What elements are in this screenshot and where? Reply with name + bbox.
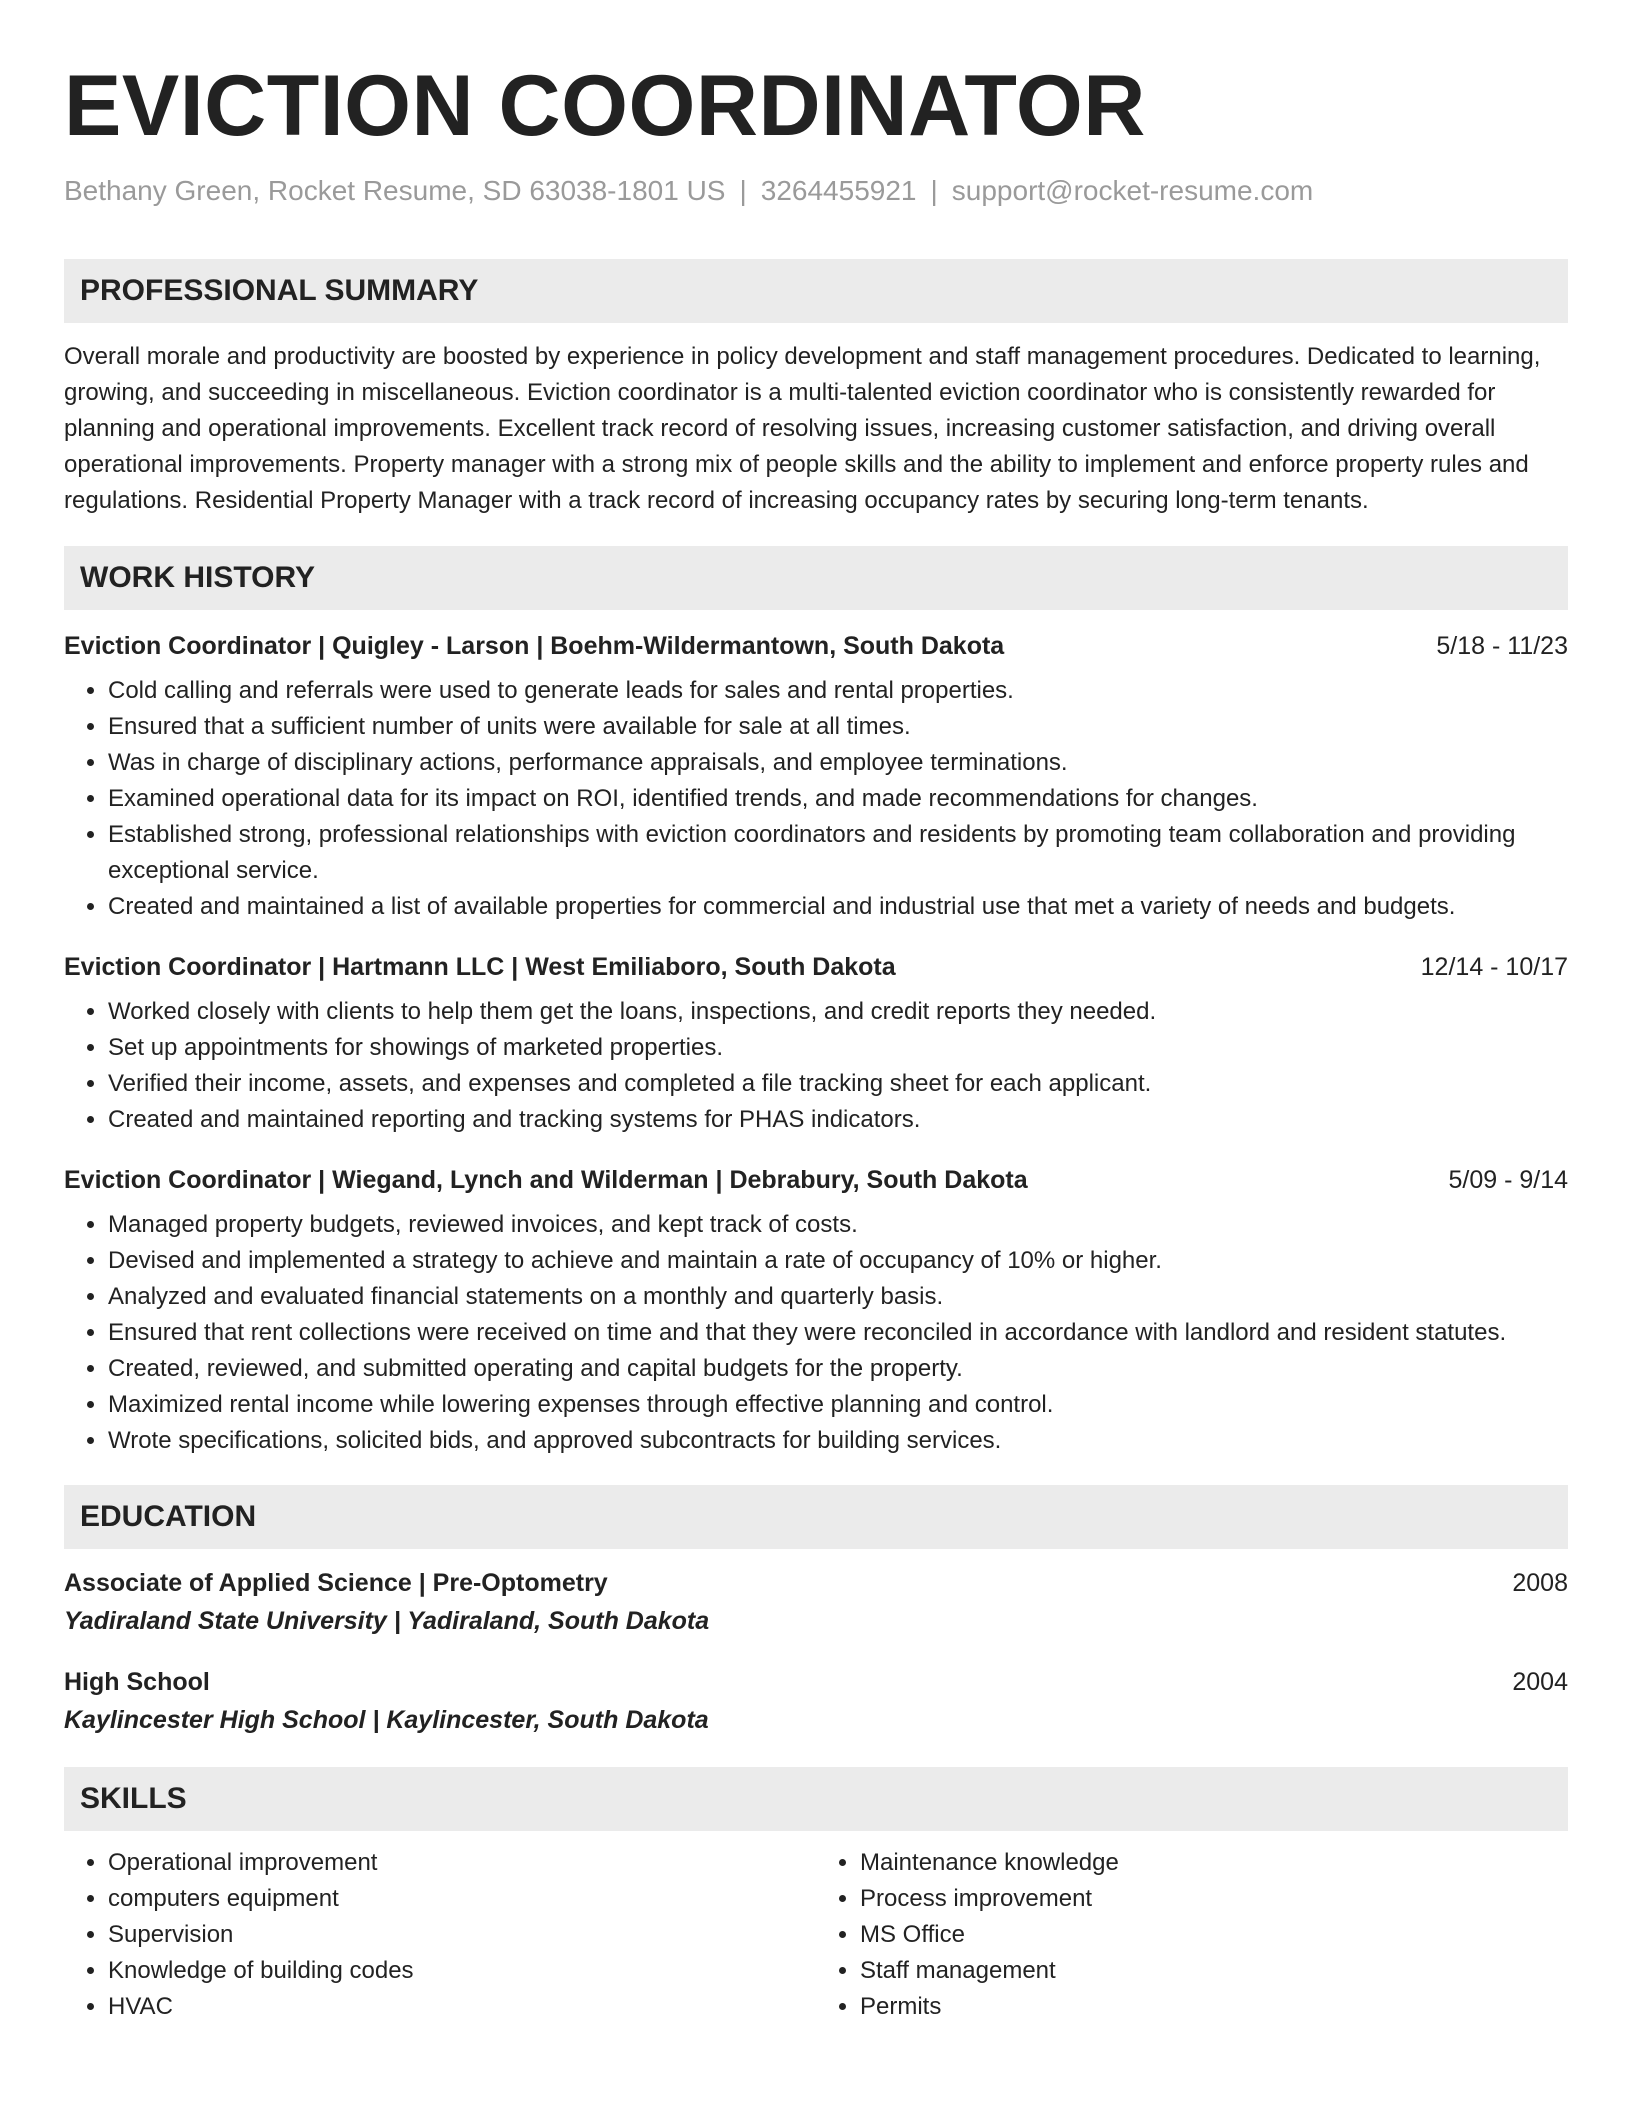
list-item: • Created and maintained a list of available properties for commercial and industrial use that met a variety of needs and budgets. bbox=[108, 889, 1568, 925]
list-item: • Process improvement bbox=[860, 1881, 1568, 1917]
job-entry bbox=[64, 632, 1568, 925]
contact-address: Bethany Green, Rocket Resume, SD 63038-1801 US bbox=[64, 175, 726, 206]
list-item: • Permits bbox=[860, 1989, 1568, 2025]
list-item: • HVAC bbox=[108, 1989, 816, 2025]
list-item: • Ensured that a sufficient number of units were available for sale at all times. bbox=[108, 709, 1568, 745]
page-title: EVICTION COORDINATOR bbox=[64, 58, 1146, 154]
job-bullets bbox=[64, 673, 1568, 925]
list-item: • Knowledge of building codes bbox=[108, 1953, 816, 1989]
list-item: • Set up appointments for showings of marketed properties. bbox=[108, 1030, 1568, 1066]
school-name: Yadiraland State University | Yadiraland, South Dakota bbox=[64, 1607, 710, 1635]
list-item: • Managed property budgets, reviewed invoices, and kept track of costs. bbox=[108, 1207, 1568, 1243]
contact-email: support@rocket-resume.com bbox=[951, 175, 1314, 206]
list-item: • Worked closely with clients to help them get the loans, inspections, and credit reports they needed. bbox=[108, 994, 1568, 1030]
skills-list bbox=[64, 1845, 1568, 2025]
education-entry bbox=[64, 1668, 1568, 1737]
job-title: Eviction Coordinator | Hartmann LLC | West Emiliaboro, South Dakota bbox=[64, 953, 896, 981]
list-item: • Maximized rental income while lowering expenses through effective planning and control. bbox=[108, 1387, 1568, 1423]
summary-heading: PROFESSIONAL SUMMARY bbox=[64, 259, 1568, 323]
list-item: • Created and maintained reporting and tracking systems for PHAS indicators. bbox=[108, 1102, 1568, 1138]
skills-column-right bbox=[816, 1845, 1568, 2025]
list-item: • Ensured that rent collections were received on time and that they were reconciled in accordance with landlord and resident statutes. bbox=[108, 1315, 1568, 1351]
list-item: • Analyzed and evaluated financial statements on a monthly and quarterly basis. bbox=[108, 1279, 1568, 1315]
job-title: Eviction Coordinator | Wiegand, Lynch and Wilderman | Debrabury, South Dakota bbox=[64, 1166, 1028, 1194]
contact-separator: | bbox=[930, 175, 938, 206]
job-title: Eviction Coordinator | Quigley - Larson | Boehm-Wildermantown, South Dakota bbox=[64, 632, 1005, 660]
job-entry bbox=[64, 1166, 1568, 1459]
job-bullets bbox=[64, 994, 1568, 1138]
list-item: • Verified their income, assets, and expenses and completed a file tracking sheet for each applicant. bbox=[108, 1066, 1568, 1102]
job-dates: 12/14 - 10/17 bbox=[1420, 953, 1568, 981]
graduation-year: 2004 bbox=[1512, 1668, 1568, 1696]
contact-line bbox=[64, 174, 1568, 208]
list-item: • Staff management bbox=[860, 1953, 1568, 1989]
list-item: • Established strong, professional relationships with eviction coordinators and residents by promoting team collaboration and providing exceptional service. bbox=[108, 817, 1568, 889]
list-item: • Examined operational data for its impact on ROI, identified trends, and made recommendations for changes. bbox=[108, 781, 1568, 817]
list-item: • Operational improvement bbox=[108, 1845, 816, 1881]
work-history-heading: WORK HISTORY bbox=[64, 546, 1568, 610]
contact-phone: 3264455921 bbox=[760, 175, 917, 206]
list-item: • Maintenance knowledge bbox=[860, 1845, 1568, 1881]
job-bullets bbox=[64, 1207, 1568, 1459]
list-item: • Created, reviewed, and submitted operating and capital budgets for the property. bbox=[108, 1351, 1568, 1387]
graduation-year: 2008 bbox=[1512, 1569, 1568, 1597]
list-item: • computers equipment bbox=[108, 1881, 816, 1917]
degree: High School bbox=[64, 1668, 210, 1696]
summary-text: Overall morale and productivity are boosted by experience in policy development and staff management procedures. Dedicated to learning, growing, and succeeding in miscellaneous. Eviction coordinator is a multi-talented eviction coordinator who is consistently rewarded for planning and operational improvements. Excellent track record of resolving issues, increasing customer satisfaction, and driving overall operational improvements. Property manager with a strong mix of people skills and the ability to implement and enforce property rules and regulations. Residential Property Manager with a track record of increasing occupancy rates by securing long-term tenants. bbox=[64, 343, 1541, 514]
skills-heading: SKILLS bbox=[64, 1767, 1568, 1831]
list-item: • Cold calling and referrals were used to generate leads for sales and rental properties. bbox=[108, 673, 1568, 709]
list-item: • Devised and implemented a strategy to achieve and maintain a rate of occupancy of 10% or higher. bbox=[108, 1243, 1568, 1279]
degree: Associate of Applied Science | Pre-Optometry bbox=[64, 1569, 608, 1597]
job-dates: 5/18 - 11/23 bbox=[1436, 632, 1568, 660]
job-entry bbox=[64, 953, 1568, 1138]
education-entry bbox=[64, 1569, 1568, 1638]
contact-separator: | bbox=[739, 175, 747, 206]
list-item: • MS Office bbox=[860, 1917, 1568, 1953]
school-name: Kaylincester High School | Kaylincester, South Dakota bbox=[64, 1706, 709, 1734]
list-item: • Supervision bbox=[108, 1917, 816, 1953]
list-item: • Wrote specifications, solicited bids, and approved subcontracts for building services. bbox=[108, 1423, 1568, 1459]
education-heading: EDUCATION bbox=[64, 1485, 1568, 1549]
skills-column-left bbox=[64, 1845, 816, 2025]
job-dates: 5/09 - 9/14 bbox=[1448, 1166, 1568, 1194]
list-item: • Was in charge of disciplinary actions, performance appraisals, and employee terminations. bbox=[108, 745, 1568, 781]
resume-page bbox=[64, 0, 1568, 2025]
